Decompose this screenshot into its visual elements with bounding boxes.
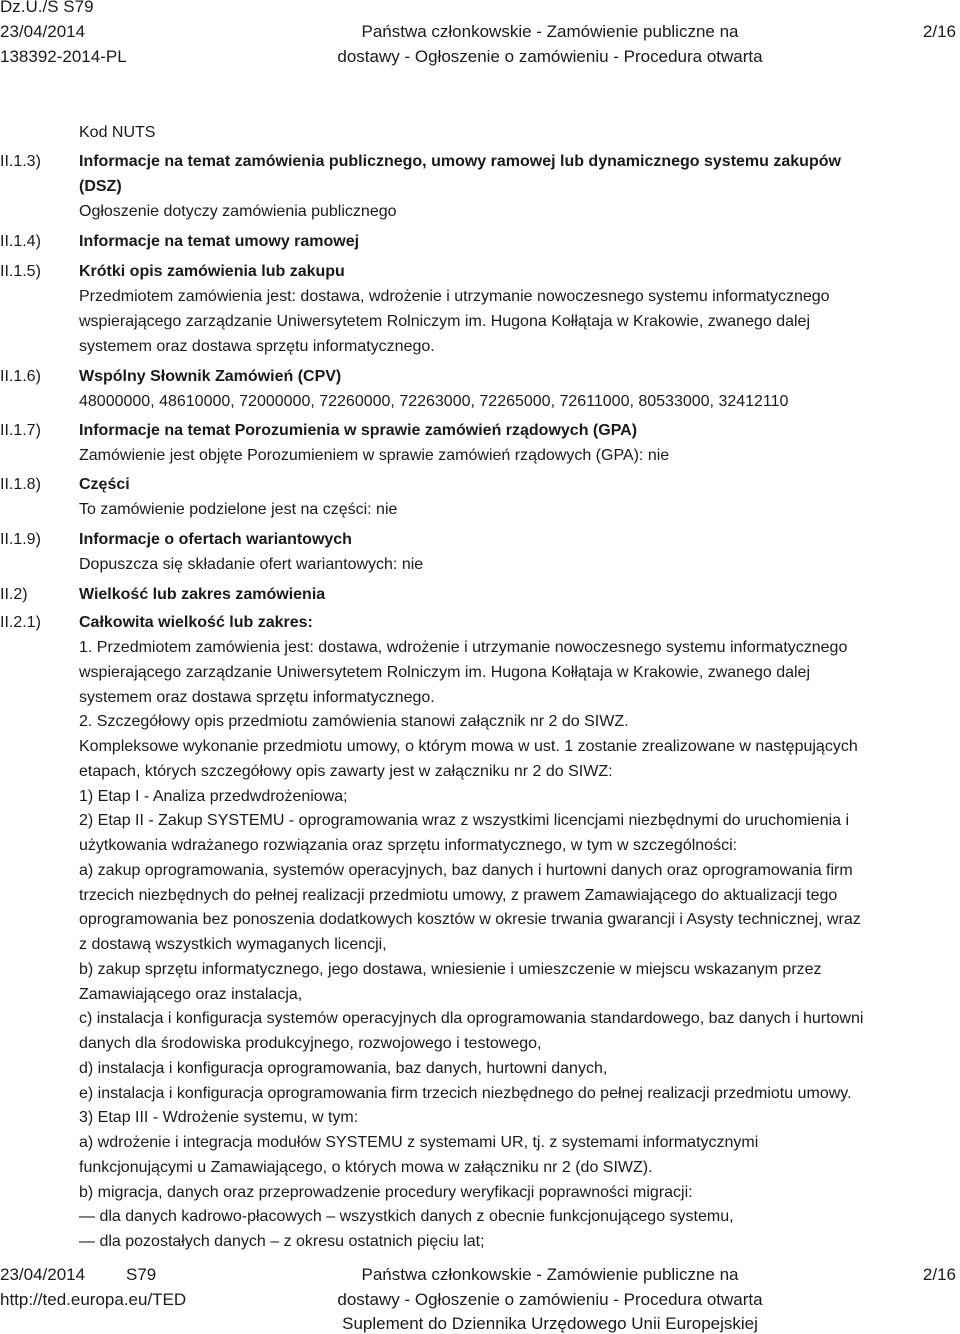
heading-quantity-scope: Wielkość lub zakres zamówienia [79, 586, 326, 603]
text-line: — dla pozostałych danych – z okresu ostatnich pięciu lat; [79, 1233, 485, 1250]
text-line: oprogramowania bez ponoszenia dodatkowych kosztów w okresie trwania gwarancji i Asysty technicznej, wraz [79, 911, 861, 929]
text-line: użytkowania wdrażanego rozwiązania oraz sprzętu informatycznego, w tym w szczególności: [79, 837, 738, 854]
footer-date: 23/04/2014 [0, 1265, 86, 1284]
header-date: 23/04/2014 [0, 22, 86, 41]
document-id: 138392-2014-PL [0, 47, 127, 66]
text-line: a) wdrożenie i integracja modułów SYSTEMU z systemami UR, tj. z systemami informatycznymi [79, 1134, 759, 1151]
section-number: II.1.9) [0, 531, 41, 548]
header-title-line2: dostawy - Ogłoszenie o zamówieniu - Procedura otwarta [337, 47, 763, 66]
gpa-text: Zamówienie jest objęte Porozumieniem w sprawie zamówień rządowych (GPA): nie [79, 447, 670, 464]
text-line: 1. Przedmiotem zamówienia jest: dostawa, wdrożenie i utrzymanie nowoczesnego systemu informatycznego [79, 639, 848, 656]
heading-short-description: Krótki opis zamówienia lub zakupu [79, 263, 345, 280]
heading-framework-agreement: Informacje na temat umowy ramowej [79, 233, 360, 250]
footer-url: http://ted.europa.eu/TED [0, 1290, 187, 1309]
description-line: wspierającego zarządzanie Uniwersytetem Rolniczym im. Hugona Kołłątaja w Krakowie, zwanego dalej [79, 313, 811, 330]
text-line: 2. Szczegółowy opis przedmiotu zamówienia stanowi załącznik nr 2 do SIWZ. [79, 713, 629, 731]
heading-cpv: Wspólny Słownik Zamówień (CPV) [79, 368, 342, 385]
text-line: wspierającego zarządzanie Uniwersytetem Rolniczym im. Hugona Kołłątaja w Krakowie, zwanego dalej [79, 663, 811, 681]
text-line: systemem oraz dostawa sprzętu informatycznego. [79, 688, 435, 706]
text-line: Kompleksowe wykonanie przedmiotu umowy, o którym mowa w ust. 1 zostanie zrealizowane w następujących [79, 738, 858, 755]
text-line: b) migracja, danych oraz przeprowadzenie procedury weryfikacji poprawności migracji: [79, 1183, 693, 1201]
text-line: e) instalacja i konfiguracja oprogramowania firm trzecich niezbędnego do pełnej realizacji przedmiotu umowy. [79, 1084, 852, 1102]
header-title-line1: Państwa członkowskie - Zamówienie publiczne na [361, 22, 739, 41]
variants-text: Dopuszcza się składanie ofert wariantowych: nie [79, 556, 424, 573]
text-line: c) instalacja i konfiguracja systemów operacyjnych dla oprogramowania standardowego, baz danych i hurtowni [79, 1010, 864, 1028]
text-line: trzecich niezbędnych do pełnej realizacji przedmiotu umowy, z prawem Zamawiającego do aktualizacji tego [79, 886, 838, 904]
footer-title-line1: Państwa członkowskie - Zamówienie publiczne na [361, 1265, 739, 1284]
nuts-code-label: Kod NUTS [79, 124, 156, 141]
text-line: funkcjonującymi u Zamawiającego, o których mowa w załączniku nr 2 (do SIWZ). [79, 1158, 653, 1176]
section-number: II.1.5) [0, 263, 41, 280]
text-line: danych dla środowiska produkcyjnego, rozwojowego i testowego, [79, 1035, 542, 1052]
lots-text: To zamówienie podzielone jest na części: nie [79, 501, 398, 518]
description-line: Przedmiotem zamówienia jest: dostawa, wdrożenie i utrzymanie nowoczesnego systemu informatycznego [79, 288, 830, 305]
heading-gpa: Informacje na temat Porozumienia w sprawie zamówień rządowych (GPA) [79, 422, 638, 439]
text-line: 2) Etap II - Zakup SYSTEMU - oprogramowania wraz z wszystkimi licencjami niezbędnymi do uruchomienia i [79, 812, 850, 830]
text-line: a) zakup oprogramowania, systemów operacyjnych, baz danych i hurtowni danych oraz oprogramowania firm [79, 861, 853, 879]
text-line: etapach, których szczegółowy opis zawarty jest w załączniku nr 2 do SIWZ: [79, 762, 613, 780]
footer-page-number: 2/16 [922, 1265, 956, 1284]
publication-reference: Dz.U./S S79 [0, 0, 94, 16]
heading-total-quantity: Całkowita wielkość lub zakres: [79, 614, 313, 631]
text-line: 1) Etap I - Analiza przedwdrożeniowa; [79, 787, 348, 805]
notice-type-text: Ogłoszenie dotyczy zamówienia publicznego [79, 203, 397, 220]
section-number: II.1.8) [0, 476, 41, 493]
text-line: — dla danych kadrowo-płacowych – wszystkich danych z obecnie funkcjonującego systemu, [79, 1208, 734, 1226]
section-number: II.1.4) [0, 233, 41, 250]
cpv-codes: 48000000, 48610000, 72000000, 72260000, 72263000, 72265000, 72611000, 80533000, 32412110 [79, 393, 789, 410]
footer-series: S79 [126, 1265, 157, 1284]
section-number: II.2.1) [0, 614, 41, 631]
heading-lots: Części [79, 476, 130, 493]
section-number: II.1.7) [0, 422, 41, 439]
section-number: II.1.3) [0, 153, 41, 170]
footer-title-line2: dostawy - Ogłoszenie o zamówieniu - Procedura otwarta [337, 1290, 763, 1309]
description-line: systemem oraz dostawa sprzętu informatycznego. [79, 338, 435, 355]
heading-variants: Informacje o ofertach wariantowych [79, 531, 352, 548]
text-line: b) zakup sprzętu informatycznego, jego dostawa, wniesienie i umieszczenie w miejscu wskazanym przez [79, 960, 822, 978]
section-number: II.1.6) [0, 368, 41, 385]
text-line: Zamawiającego oraz instalacja, [79, 985, 303, 1003]
section-number: II.2) [0, 586, 28, 603]
header-page-number: 2/16 [922, 22, 956, 41]
text-line: d) instalacja i konfiguracja oprogramowania, baz danych, hurtowni danych, [79, 1059, 608, 1077]
heading-contract-info: Informacje na temat zamówienia publicznego, umowy ramowej lub dynamicznego systemu zakupów [79, 153, 841, 170]
heading-contract-info-cont: (DSZ) [79, 178, 122, 195]
text-line: z dostawą wszystkich wymaganych licencji, [79, 936, 387, 953]
footer-title-line3: Suplement do Dziennika Urzędowego Unii Europejskiej [342, 1314, 758, 1333]
text-line: 3) Etap III - Wdrożenie systemu, w tym: [79, 1109, 359, 1127]
